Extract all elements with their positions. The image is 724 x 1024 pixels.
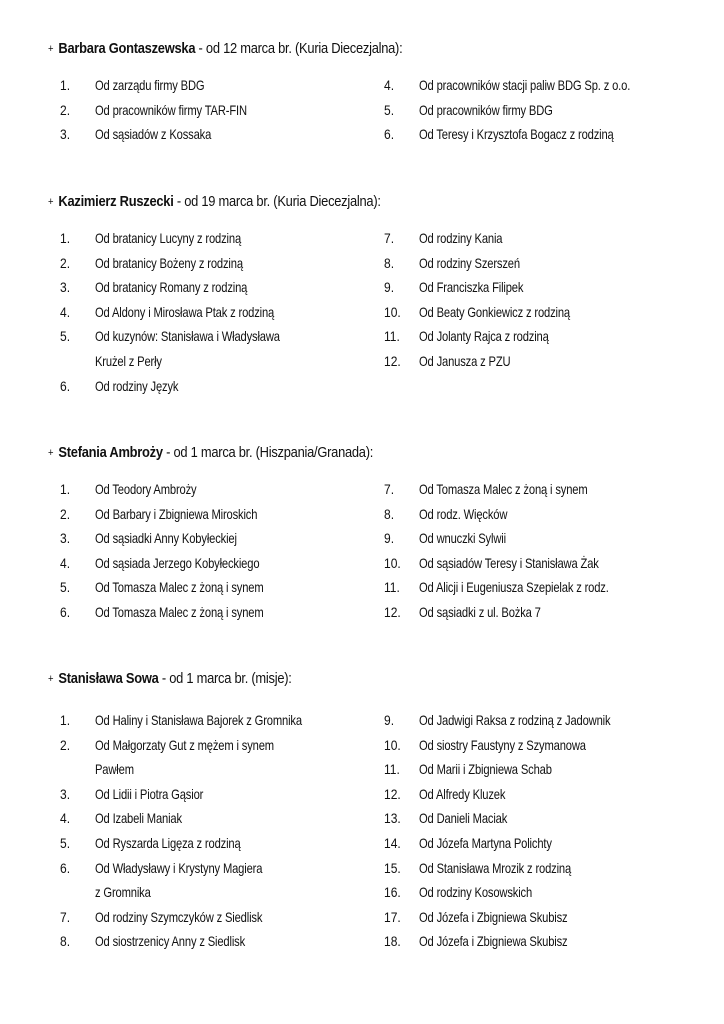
list-item: 8. Od rodz. Więcków xyxy=(384,505,508,522)
list-item: 7. Od rodziny Kania xyxy=(384,230,503,246)
heading-detail: - od 1 marca br. (misje): xyxy=(158,670,292,687)
plus-bullet-icon: + xyxy=(48,447,54,459)
plus-bullet-icon: + xyxy=(48,196,54,208)
list-item: 8. Od siostrzenicy Anny z Siedlisk xyxy=(60,933,246,950)
list-item: 5. Od kuzynów: Stanisława i Władysława Krużel z Perły xyxy=(60,328,280,369)
list-item: 7. Od Tomasza Malec z żoną i synem xyxy=(384,481,588,497)
list-item: 4. Od pracowników stacji paliw BDG Sp. z o.o. xyxy=(384,77,631,93)
heading-detail: - od 1 marca br. (Hiszpania/Granada): xyxy=(162,444,374,461)
list-right-column xyxy=(384,226,684,374)
plus-bullet-icon: + xyxy=(48,673,54,685)
list-item: 11. Od Alicji i Eugeniusza Szepielak z rodz. xyxy=(384,579,609,596)
deceased-name: Barbara Gontaszewska xyxy=(58,40,196,57)
deceased-name: Stefania Ambroży xyxy=(58,444,163,461)
list-item: 6. Od rodziny Język xyxy=(60,377,179,394)
list-item: 2. Od Barbary i Zbigniewa Miroskich xyxy=(60,505,258,522)
section-heading xyxy=(48,669,292,689)
list-item: 10. Od Beaty Gonkiewicz z rodziną xyxy=(384,303,570,320)
section-heading xyxy=(48,192,381,212)
list-item: 7. Od rodziny Szymczyków z Siedlisk xyxy=(60,908,263,925)
list-item: 1. Od Haliny i Stanisława Bajorek z Gromnika xyxy=(60,712,302,728)
list-item: 1. Od Teodory Ambroży xyxy=(60,481,197,497)
list-item: 5. Od Ryszarda Ligęza z rodziną xyxy=(60,834,241,851)
deceased-name: Stanisława Sowa xyxy=(58,670,159,687)
heading-detail: - od 19 marca br. (Kuria Diecezjalna): xyxy=(173,193,381,210)
list-item: 12. Od Alfredy Kluzek xyxy=(384,785,506,802)
list-item: 9. Od Franciszka Filipek xyxy=(384,279,524,296)
list-item: 15. Od Stanisława Mrozik z rodziną xyxy=(384,859,572,876)
list-item: 2. Od pracowników firmy TAR-FIN xyxy=(60,101,247,118)
deceased-name: Kazimierz Ruszecki xyxy=(58,193,174,210)
heading-detail: - od 12 marca br. (Kuria Diecezjalna): xyxy=(195,40,403,57)
list-left-column xyxy=(60,226,360,398)
list-item: 17. Od Józefa i Zbigniewa Skubisz xyxy=(384,908,568,925)
section-heading xyxy=(48,39,402,59)
list-item: 9. Od Jadwigi Raksa z rodziną z Jadownik xyxy=(384,712,611,728)
list-right-column xyxy=(384,73,684,147)
list-item: 18. Od Józefa i Zbigniewa Skubisz xyxy=(384,933,568,950)
list-item: 1. Od zarządu firmy BDG xyxy=(60,77,205,93)
list-item: 11. Od Jolanty Rajca z rodziną xyxy=(384,328,549,345)
section-heading xyxy=(48,443,373,463)
list-item: 10. Od sąsiadów Teresy i Stanisława Żak xyxy=(384,554,599,571)
list-item: 16. Od rodziny Kosowskich xyxy=(384,884,533,901)
list-left-column xyxy=(60,73,360,147)
list-item: 1. Od bratanicy Lucyny z rodziną xyxy=(60,230,242,246)
list-item: 10. Od siostry Faustyny z Szymanowa xyxy=(384,736,586,753)
list-item: 6. Od Tomasza Malec z żoną i synem xyxy=(60,603,264,620)
list-left-column xyxy=(60,708,360,954)
list-item: 2. Od Małgorzaty Gut z mężem i synem Pawłem xyxy=(60,736,274,778)
plus-bullet-icon: + xyxy=(48,43,54,55)
list-right-column xyxy=(384,477,684,625)
list-left-column xyxy=(60,477,360,625)
list-item: 13. Od Danieli Maciak xyxy=(384,810,508,827)
list-item: 5. Od Tomasza Malec z żoną i synem xyxy=(60,579,264,596)
list-item: 4. Od sąsiada Jerzego Kobyłeckiego xyxy=(60,554,260,571)
list-item: 3. Od bratanicy Romany z rodziną xyxy=(60,279,248,296)
list-item: 6. Od Teresy i Krzysztofa Bogacz z rodziną xyxy=(384,126,614,143)
list-item: 4. Od Izabeli Maniak xyxy=(60,810,182,827)
list-item: 12. Od Janusza z PZU xyxy=(384,352,511,369)
list-item: 8. Od rodziny Szerszeń xyxy=(384,254,520,271)
list-item: 14. Od Józefa Martyna Polichty xyxy=(384,834,552,851)
list-item: 6. Od Władysławy i Krystyny Magiera z Gromnika xyxy=(60,859,263,901)
list-item: 3. Od sąsiadki Anny Kobyłeckiej xyxy=(60,530,237,547)
list-item: 3. Od sąsiadów z Kossaka xyxy=(60,126,212,143)
list-item: 5. Od pracowników firmy BDG xyxy=(384,101,553,118)
list-item: 12. Od sąsiadki z ul. Bożka 7 xyxy=(384,603,541,620)
list-item: 9. Od wnuczki Sylwii xyxy=(384,530,506,547)
list-item: 3. Od Lidii i Piotra Gąsior xyxy=(60,785,204,802)
list-item: 2. Od bratanicy Bożeny z rodziną xyxy=(60,254,243,271)
list-item: 11. Od Marii i Zbigniewa Schab xyxy=(384,761,552,778)
list-right-column xyxy=(384,708,684,954)
list-item: 4. Od Aldony i Mirosława Ptak z rodziną xyxy=(60,303,275,320)
